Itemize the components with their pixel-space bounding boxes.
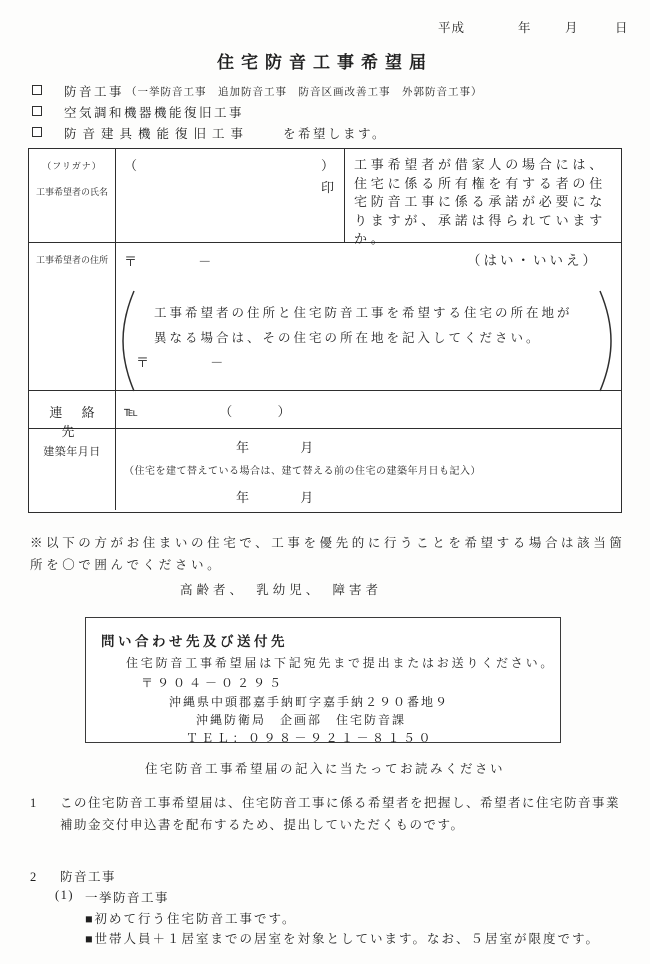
checkbox-fittings-restore[interactable] <box>32 127 42 137</box>
alt-postal-line <box>136 352 598 371</box>
checklist-label: 防音建具機能復旧工事 <box>64 127 250 141</box>
work-type-checklist <box>30 82 630 145</box>
item-number: 2 <box>30 870 38 884</box>
tel-paren-close: ） <box>277 404 291 419</box>
address-input-cell <box>116 243 621 390</box>
address-note-line2: 異なる場合は、その住宅の所在地を記入してください。 <box>154 331 542 345</box>
postal-dash: － <box>210 355 224 370</box>
day-label: 日 <box>615 21 629 35</box>
seal-mark: 印 <box>320 180 334 195</box>
telephone-line <box>124 401 291 420</box>
name-label-cell <box>29 149 116 242</box>
contact-box-postal: 〒９０４－０２９５ <box>141 676 286 690</box>
month-label: 月 <box>565 21 579 35</box>
date-line <box>430 18 630 36</box>
instruction-item-1 <box>30 792 630 836</box>
contact-box-heading: 問い合わせ先及び送付先 <box>101 634 288 649</box>
checklist-suffix: を希望します。 <box>283 127 388 141</box>
contact-mailing-box <box>85 617 561 743</box>
item-text: この住宅防音工事希望届は、住宅防音工事に係る希望者を把握し、希望者に住宅防音事業補助金交付申込書を配布するため、提出していただくものです。 <box>60 796 621 832</box>
tel-mark: ℡ <box>124 404 138 419</box>
checkbox-aircon-restore[interactable] <box>32 106 42 116</box>
year-label: 年 <box>236 490 250 505</box>
contact-label: 連 絡 先 <box>49 405 103 439</box>
built-date-label-cell <box>29 429 116 510</box>
instruction-bullet-2: ■世帯人員＋１居室までの居室を対象としています。なお、５居室が限度です。 <box>85 932 601 946</box>
built-date-input-cell <box>116 429 621 510</box>
checklist-sublabel: （一挙防音工事 追加防音工事 防音区画改善工事 外郭防音工事） <box>126 87 483 98</box>
checklist-item-soundproofing <box>30 82 630 103</box>
built-date-line1 <box>236 437 313 456</box>
era-label: 平成 <box>438 21 466 35</box>
kana-paren-close: ） <box>320 158 334 173</box>
contact-box-instruction: 住宅防音工事希望届は下記宛先まで提出またはお送りください。 <box>126 656 556 670</box>
applicant-form-table <box>28 148 622 513</box>
postal-mark: 〒 <box>124 254 138 269</box>
checklist-label: 空気調和機器機能復旧工事 <box>64 106 245 120</box>
postal-code-line <box>124 251 211 270</box>
address-note-line1: 工事希望者の住所と住宅防音工事を希望する住宅の所在地が <box>154 306 573 320</box>
checklist-item-aircon-restore <box>30 103 630 124</box>
instruction-bullet-1: ■初めて行う住宅防音工事です。 <box>85 912 297 926</box>
contact-box-address: 沖縄県中頭郡嘉手納町字嘉手納２９０番地９ <box>169 695 450 709</box>
contact-input-cell <box>116 391 621 428</box>
year-label: 年 <box>518 21 532 35</box>
applicant-address-label: 工事希望者の住所 <box>35 255 108 265</box>
yes-no-choice: （はい・いいえ） <box>467 252 599 268</box>
sub-item-text: 一挙防音工事 <box>85 891 170 905</box>
item-text: 防音工事 <box>60 870 117 884</box>
furigana-label: （フリガナ） <box>42 161 102 171</box>
priority-options: 高齢者、 乳幼児、 障害者 <box>180 583 383 597</box>
rebuild-note: （住宅を建て替えている場合は、建て替える前の住宅の建築年月日も記入） <box>124 466 481 477</box>
built-date-line2 <box>236 487 313 506</box>
big-paren-right-icon <box>598 289 614 393</box>
contact-box-office: 沖縄防衛局 企画部 住宅防音課 <box>196 713 407 727</box>
name-input-cell <box>116 149 345 242</box>
tel-paren-open: （ <box>219 404 233 419</box>
postal-mark: 〒 <box>136 355 150 370</box>
year-label: 年 <box>236 440 250 455</box>
built-date-label: 建築年月日 <box>43 446 101 458</box>
checklist-label: 防音工事 <box>64 85 125 99</box>
contact-label-cell <box>29 391 116 439</box>
sub-item-number: (1) <box>55 888 75 902</box>
instructions-heading: 住宅防音工事希望届の記入に当たってお読みください <box>144 762 505 776</box>
tenant-consent-cell <box>345 149 621 268</box>
month-label: 月 <box>300 490 314 505</box>
kana-paren-open: （ <box>124 158 138 173</box>
big-paren-left-icon <box>120 289 136 393</box>
month-label: 月 <box>300 440 314 455</box>
table-row-contact <box>29 391 621 439</box>
applicant-name-label: 工事希望者の氏名 <box>35 187 108 197</box>
checklist-item-fittings-restore <box>30 124 630 145</box>
priority-note: ※以下の方がお住まいの住宅で、工事を優先的に行うことを希望する場合は該当箇所を〇で囲んでください。 <box>30 536 626 572</box>
page-title: 住宅防音工事希望届 <box>217 53 433 72</box>
table-row-built-date <box>29 429 621 510</box>
tenant-consent-text: 工事希望者が借家人の場合には、住宅に係る所有権を有する者の住宅防音工事に係る承諾が必要になりますが、承諾は得られていますか。 <box>354 157 607 246</box>
address-note-body <box>136 289 598 393</box>
instruction-item-2 <box>30 866 630 888</box>
instruction-sub-item-1 <box>55 888 169 906</box>
address-label-cell <box>29 243 116 390</box>
contact-box-tel: ＴＥＬ：０９８－９２１－８１５０ <box>186 731 435 745</box>
address-difference-note <box>120 289 614 393</box>
postal-dash: － <box>198 254 212 269</box>
checkbox-soundproofing[interactable] <box>32 85 42 95</box>
item-number: 1 <box>30 796 38 810</box>
table-row-address <box>29 243 621 391</box>
